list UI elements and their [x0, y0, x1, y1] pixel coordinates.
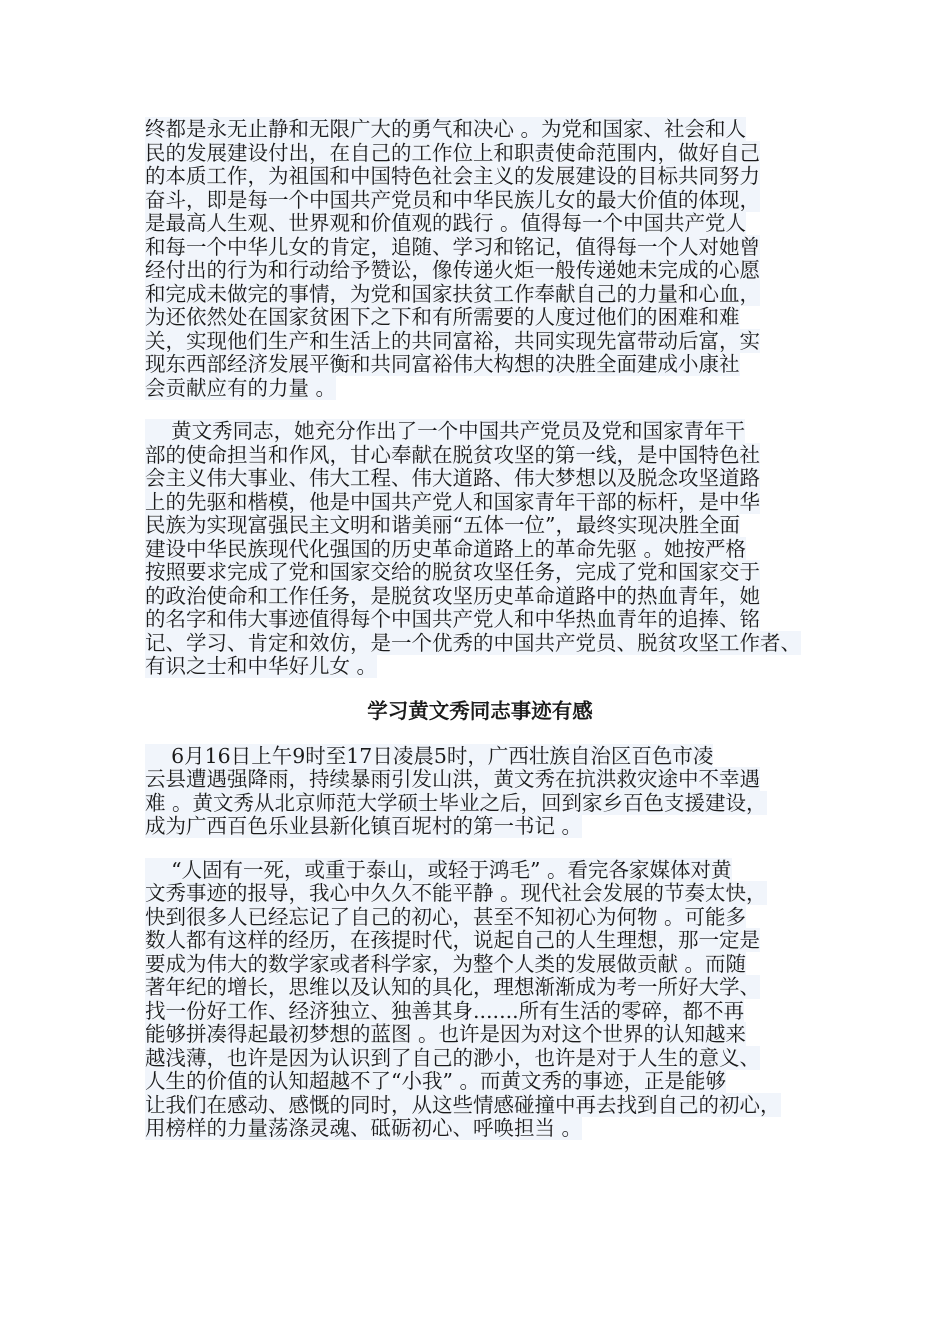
text-line-content: 的政治使命和工作任务，是脱贫攻坚历史革命道路中的热血青年，她 [145, 583, 760, 608]
text-line [145, 212, 815, 236]
text-line-content: 6月16日上午9时至17日凌晨5时，广西壮族自治区百色市凌 [145, 743, 714, 768]
text-line [145, 1094, 815, 1118]
text-line [145, 353, 815, 377]
text-line-content: 让我们在感动、感慨的同时，从这些情感碰撞中再去找到自己的初心， [145, 1092, 781, 1117]
text-line [145, 561, 815, 585]
text-line-content: 和完成未做完的事情，为党和国家扶贫工作奉献自己的力量和心血， [145, 281, 760, 306]
text-line [145, 1000, 815, 1024]
text-line-content: 为还依然处在国家贫困下之下和有所需要的人度过他们的困难和难 [145, 305, 740, 329]
text-line [145, 236, 815, 260]
text-line [145, 491, 815, 515]
text-line [145, 1023, 815, 1047]
text-line-content: 有识之士和中华好儿女 。 [145, 654, 378, 678]
text-line [145, 608, 815, 632]
paragraph-4 [145, 859, 815, 1141]
text-line-content: 按照要求完成了党和国家交给的脱贫攻坚任务，完成了党和国家交于 [145, 560, 760, 584]
text-line-content: “人固有一死，或重于泰山，或轻于鸿毛” 。看完各家媒体对黄 [145, 857, 732, 882]
text-line [145, 306, 815, 330]
text-line [145, 283, 815, 307]
text-line-content: 民的发展建设付出，在自己的工作位上和职责使命范围内，做好自己 [145, 140, 760, 165]
text-line [145, 514, 815, 538]
text-line [145, 792, 815, 816]
text-line [145, 467, 815, 491]
text-line-content: 奋斗，即是每一个中国共产党员和中华民族儿女的最大价值的体现， [145, 187, 760, 212]
text-line-content: 快到很多人已经忘记了自己的初心，甚至不知初心为何物 。可能多 [145, 904, 747, 929]
text-line-content: 用榜样的力量荡涤灵魂、砥砺初心、呼唤担当 。 [145, 1116, 583, 1140]
paragraph-spacer [145, 839, 815, 859]
text-line-content: 经付出的行为和行动给予赞讼，像传递火炬一般传递她未完成的心愿 [145, 258, 760, 282]
text-line [145, 953, 815, 977]
paragraph-spacer [145, 400, 815, 420]
text-line [145, 929, 815, 953]
text-line-content: 云县遭遇强降雨，持续暴雨引发山洪，黄文秀在抗洪救灾途中不幸遇 [145, 767, 760, 791]
text-line-content: 人生的价值的认知超越不了“小我” 。而黄文秀的事迹，正是能够 [145, 1069, 726, 1093]
text-line-content: 要成为伟大的数学家或者科学家，为整个人类的发展做贡献 。而随 [145, 951, 747, 976]
text-line [145, 118, 815, 142]
text-line-content: 著年纪的增长，思维以及认知的具化，理想渐渐成为考一所好大学、 [145, 975, 760, 999]
text-line [145, 745, 815, 769]
text-line-content: 难 。黄文秀从北京师范大学硕士毕业之后，回到家乡百色支援建设， [145, 790, 767, 815]
text-line [145, 165, 815, 189]
section-heading: 学习黄文秀同志事迹有感 [367, 698, 593, 723]
text-line [145, 538, 815, 562]
text-line [145, 1117, 815, 1141]
text-line-content: 文秀事迹的报导，我心中久久不能平静 。现代社会发展的节奏太快， [145, 881, 767, 905]
text-line [145, 859, 815, 883]
text-line-content: 民族为实现富强民主文明和谐美丽“五体一位”，最终实现决胜全面 [145, 513, 740, 537]
text-line-content: 的名字和伟大事迹值得每个中国共产党人和中华热血青年的追捧、铭 [145, 607, 760, 631]
text-line-content: 找一份好工作、经济独立、独善其身.......所有生活的零碎，都不再 [145, 998, 745, 1023]
text-line-content: 建设中华民族现代化强国的历史革命道路上的革命先驱 。她按严格 [145, 536, 747, 561]
text-line [145, 815, 815, 839]
text-line-content: 越浅薄，也许是因为认识到了自己的渺小，也许是对于人生的意义、 [145, 1045, 760, 1070]
text-line [145, 976, 815, 1000]
text-line [145, 906, 815, 930]
text-line [145, 585, 815, 609]
text-line [145, 632, 815, 656]
text-line [145, 882, 815, 906]
text-line-content: 能够拼凑得起最初梦想的蓝图 。也许是因为对这个世界的认知越来 [145, 1022, 747, 1046]
text-line-content: 上的先驱和楷模，他是中国共产党人和国家青年干部的标杆，是中华 [145, 489, 760, 514]
text-line [145, 259, 815, 283]
text-line-content: 的本质工作，为祖国和中国特色社会主义的发展建设的目标共同努力 [145, 164, 760, 188]
text-line-content: 现东西部经济发展平衡和共同富裕伟大构想的决胜全面建成小康社 [145, 352, 740, 376]
text-line-content: 会主义伟大事业、伟大工程、伟大道路、伟大梦想以及脱念攻坚道路 [145, 466, 760, 490]
text-line [145, 1047, 815, 1071]
text-line-content: 黄文秀同志，她充分作出了一个中国共产党员及党和国家青年干 [145, 419, 746, 443]
text-line [145, 189, 815, 213]
paragraph-1 [145, 118, 815, 400]
text-line-content: 会贡献应有的力量 。 [145, 375, 337, 400]
text-line [145, 768, 815, 792]
text-line-content: 成为广西百色乐业县新化镇百坭村的第一书记 。 [145, 814, 583, 838]
text-line [145, 420, 815, 444]
text-line [145, 1070, 815, 1094]
text-line-content: 关，实现他们生产和生活上的共同富裕，共同实现先富带动后富，实 [145, 328, 760, 353]
text-line [145, 444, 815, 468]
document-page [145, 118, 815, 1141]
text-line-content: 是最高人生观、世界观和价值观的践行 。值得每一个中国共产党人 [145, 211, 747, 235]
text-line-content: 部的使命担当和作风，甘心奉献在脱贫攻坚的第一线，是中国特色社 [145, 442, 760, 467]
text-line-content: 记、学习、肯定和效仿，是一个优秀的中国共产党员、脱贫攻坚工作者、 [145, 630, 801, 655]
paragraph-3 [145, 745, 815, 839]
text-line [145, 330, 815, 354]
text-line-content: 和每一个中华儿女的肯定，追随、学习和铭记，值得每一个人对她曾 [145, 234, 760, 259]
text-line [145, 142, 815, 166]
text-line-content: 数人都有这样的经历，在孩提时代，说起自己的人生理想，那一定是 [145, 928, 760, 952]
text-line [145, 655, 815, 679]
text-line-content: 终都是永无止静和无限广大的勇气和决心 。为党和国家、社会和人 [145, 117, 747, 141]
paragraph-2 [145, 420, 815, 679]
text-line [145, 377, 815, 401]
